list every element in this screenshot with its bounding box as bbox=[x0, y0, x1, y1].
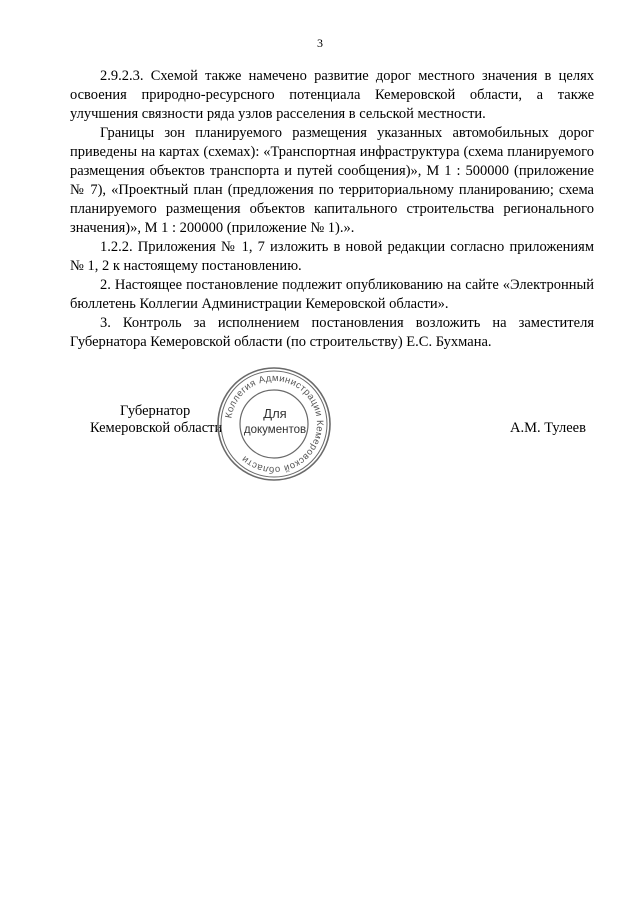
stamp-center-line1: Для bbox=[263, 406, 287, 421]
paragraph-2-9-2-3: 2.9.2.3. Схемой также намечено развитие дорог местного значения в целях освоения природно-ресурсного потенциала Кемеровской области, а также улучшения связности ряда узлов расселения в сельской местности. bbox=[70, 68, 594, 122]
paragraph-zone-boundaries: Границы зон планируемого размещения указанных автомобильных дорог приведены на картах (схемах): «Транспортная инфраструктура (схема планируемого размещения объектов транспорта и путей сообщения)», М 1 : 500000 (приложение № 7), «Проектный план (предложения по территориальному планированию; схема планируемого размещения объектов капитального строительства регионального значения)», М 1 : 200000 (приложение № 1).». bbox=[70, 125, 594, 236]
paragraph-publication: 2. Настоящее постановление подлежит опубликованию на сайте «Электронный бюллетень Коллегии Администрации Кемеровской области». bbox=[70, 277, 594, 312]
signature-title-line2: Кемеровской области bbox=[90, 420, 223, 436]
official-stamp bbox=[216, 366, 332, 482]
stamp-seal-icon bbox=[216, 366, 332, 482]
page-number: 3 bbox=[317, 36, 323, 50]
stamp-center-line2: документов bbox=[243, 424, 307, 436]
signature-name: А.М. Тулеев bbox=[510, 420, 586, 436]
signature-title-line1: Губернатор bbox=[120, 403, 191, 419]
paragraph-1-2-2: 1.2.2. Приложения № 1, 7 изложить в новой редакции согласно приложениям № 1, 2 к настоящему постановлению. bbox=[70, 239, 594, 274]
stamp-ring-text: Коллегия Администрации Кемеровской области bbox=[223, 372, 326, 476]
document-body bbox=[70, 67, 594, 352]
paragraph-control: 3. Контроль за исполнением постановления возложить на заместителя Губернатора Кемеровской области (по строительству) Е.С. Бухмана. bbox=[70, 315, 594, 350]
